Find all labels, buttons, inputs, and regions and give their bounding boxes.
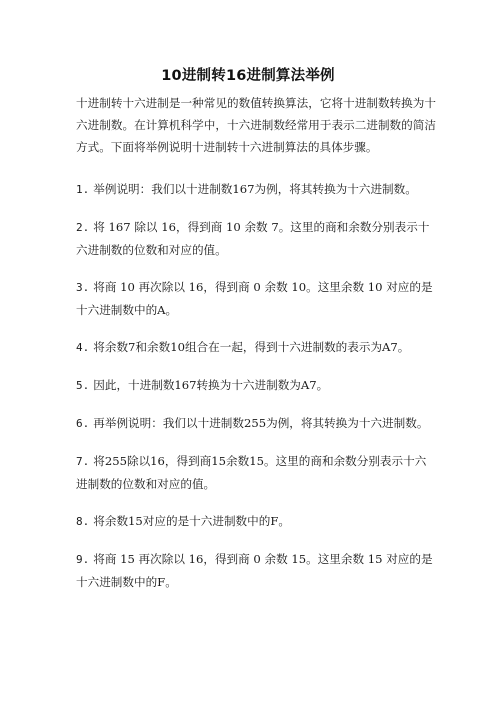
step-4 bbox=[76, 336, 436, 359]
step-number: 4. bbox=[76, 341, 90, 354]
step-number: 2. bbox=[76, 221, 90, 234]
step-text: 将255除以16，得到商15余数15。这里的商和余数分别表示十六进制数的位数和对应的值。 bbox=[76, 454, 427, 491]
step-number: 5. bbox=[76, 379, 90, 392]
step-7 bbox=[76, 450, 436, 495]
step-text: 将 167 除以 16，得到商 10 余数 7。这里的商和余数分别表示十六进制数的位数和对应的值。 bbox=[76, 220, 430, 257]
step-text: 因此，十进制数167转换为十六进制数为A7。 bbox=[93, 378, 329, 392]
step-text: 将余数7和余数10组合在一起，得到十六进制数的表示为A7。 bbox=[93, 340, 410, 354]
step-3 bbox=[76, 276, 436, 321]
step-number: 6. bbox=[76, 417, 90, 430]
step-9 bbox=[76, 548, 436, 593]
step-text: 将商 15 再次除以 16，得到商 0 余数 15。这里余数 15 对应的是十六进制数中的F。 bbox=[76, 552, 433, 589]
step-text: 再举例说明：我们以十进制数255为例，将其转换为十六进制数。 bbox=[93, 416, 429, 430]
step-2 bbox=[76, 216, 436, 261]
step-number: 8. bbox=[76, 515, 90, 528]
step-8 bbox=[76, 510, 436, 533]
step-text: 将商 10 再次除以 16，得到商 0 余数 10。这里余数 10 对应的是十六进制数中的A。 bbox=[76, 280, 433, 317]
step-6 bbox=[76, 412, 436, 435]
document-title: 10进制转16进制算法举例 bbox=[161, 68, 335, 84]
step-number: 7. bbox=[76, 455, 90, 468]
step-text: 将余数15对应的是十六进制数中的F。 bbox=[93, 514, 290, 528]
step-number: 1. bbox=[76, 183, 90, 196]
intro-paragraph: 十进制转十六进制是一种常见的数值转换算法，它将十进制数转换为十六进制数。在计算机科学中，十六进制数经常用于表示二进制数的简洁方式。下面将举例说明十进制转十六进制算法的具体步骤。 bbox=[76, 96, 436, 154]
step-5 bbox=[76, 374, 436, 397]
step-number: 9. bbox=[76, 553, 90, 566]
step-1 bbox=[76, 178, 436, 201]
step-text: 举例说明：我们以十进制数167为例，将其转换为十六进制数。 bbox=[93, 182, 417, 196]
step-number: 3. bbox=[76, 281, 90, 294]
